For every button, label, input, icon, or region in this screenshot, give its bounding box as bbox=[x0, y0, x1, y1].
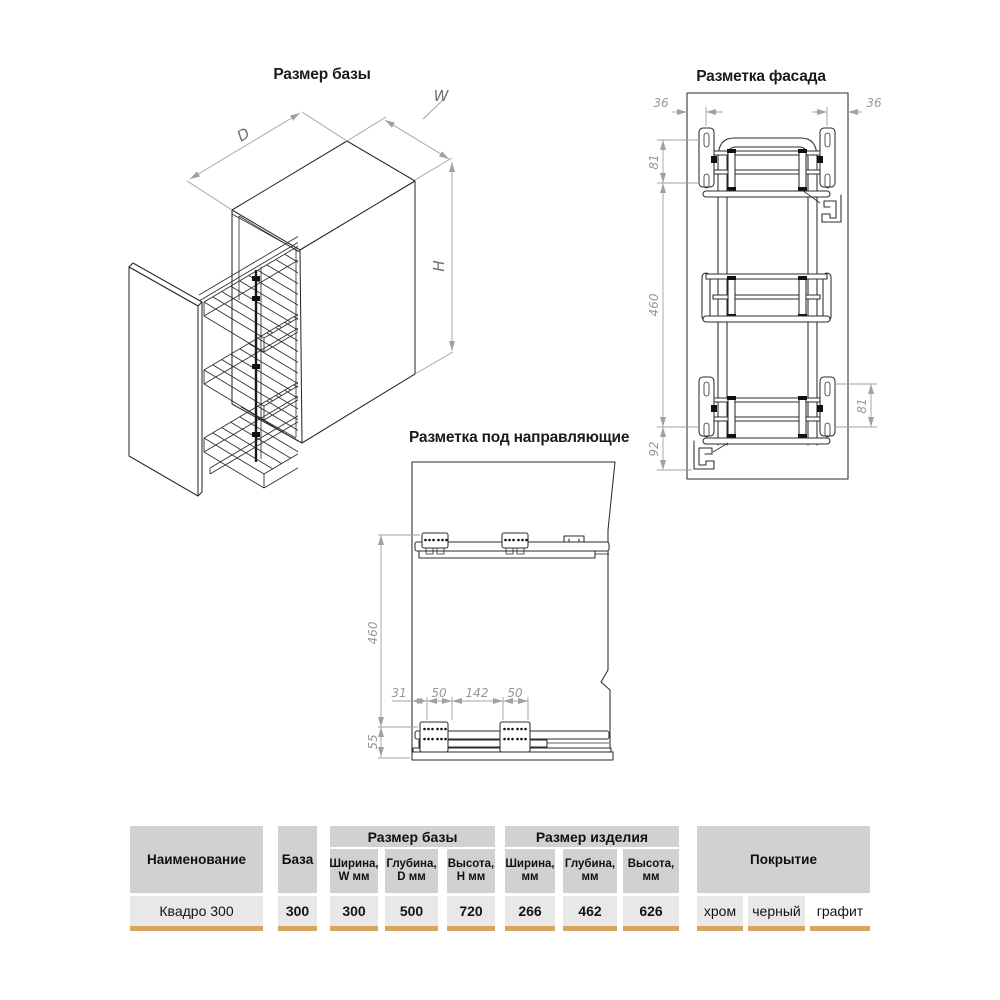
side-panel-outline bbox=[412, 462, 615, 760]
cell-coating-black: черный bbox=[748, 896, 805, 926]
underline-bar bbox=[748, 926, 805, 931]
underline-bar bbox=[623, 926, 679, 931]
subheader-product-width: Ширина, мм bbox=[505, 849, 555, 893]
dim-36-right: 36 bbox=[866, 96, 882, 110]
rails-marking-drawing bbox=[365, 450, 635, 775]
iso-drawing-title: Размер базы bbox=[273, 66, 371, 83]
underline-bar bbox=[330, 926, 378, 931]
underline-bar bbox=[447, 926, 495, 931]
cell-base-width: 300 bbox=[330, 896, 378, 926]
underline-bar bbox=[697, 926, 743, 931]
dim-50-b: 50 bbox=[507, 686, 523, 700]
group-header-base-size: Размер базы bbox=[330, 826, 495, 847]
dim-36-left: 36 bbox=[653, 96, 669, 110]
group-header-product-size: Размер изделия bbox=[505, 826, 679, 847]
subheader-product-height: Высота, мм bbox=[623, 849, 679, 893]
dim-81-left: 81 bbox=[647, 154, 661, 170]
col-header-name: Наименование bbox=[130, 826, 263, 893]
cell-coating-graphite: графит bbox=[810, 896, 870, 926]
facade-drawing-title: Разметка фасада bbox=[696, 68, 826, 85]
cabinet-box bbox=[232, 141, 415, 443]
subheader-height-h: Высота, H мм bbox=[447, 849, 495, 893]
cell-product-name: Квадро 300 bbox=[130, 896, 263, 926]
dim-460-left: 460 bbox=[647, 293, 661, 317]
dim-55: 55 bbox=[366, 734, 380, 750]
cell-coating-chrome: хром bbox=[697, 896, 743, 926]
cell-product-depth: 462 bbox=[563, 896, 617, 926]
facade-panel-iso bbox=[129, 263, 202, 496]
cell-base: 300 bbox=[278, 896, 317, 926]
cell-product-height: 626 bbox=[623, 896, 679, 926]
underline-bar bbox=[278, 926, 317, 931]
subheader-depth-d: Глубина, D мм bbox=[385, 849, 438, 893]
dim-142: 142 bbox=[465, 686, 489, 700]
dim-label-D: D bbox=[233, 124, 254, 146]
cell-product-width: 266 bbox=[505, 896, 555, 926]
dim-92-left: 92 bbox=[647, 441, 661, 457]
dim-81-right: 81 bbox=[855, 398, 869, 414]
col-header-coating: Покрытие bbox=[697, 826, 870, 893]
underline-bar bbox=[385, 926, 438, 931]
underline-bar bbox=[810, 926, 870, 931]
underline-bar bbox=[130, 926, 263, 931]
dim-50-a: 50 bbox=[431, 686, 447, 700]
rails-drawing-title: Разметка под направляющие bbox=[409, 429, 630, 446]
facade-marking-drawing bbox=[640, 80, 890, 490]
subheader-width-w: Ширина, W мм bbox=[330, 849, 378, 893]
subheader-product-depth: Глубина, мм bbox=[563, 849, 617, 893]
dim-460-vertical: 460 bbox=[366, 621, 380, 645]
spec-table bbox=[130, 826, 870, 936]
underline-bar bbox=[563, 926, 617, 931]
dim-label-H: H bbox=[430, 260, 448, 272]
col-header-base: База bbox=[278, 826, 317, 893]
underline-bar bbox=[505, 926, 555, 931]
dim-31: 31 bbox=[391, 686, 407, 700]
dim-label-W: W bbox=[433, 87, 449, 105]
cell-base-height: 720 bbox=[447, 896, 495, 926]
cell-base-depth: 500 bbox=[385, 896, 438, 926]
